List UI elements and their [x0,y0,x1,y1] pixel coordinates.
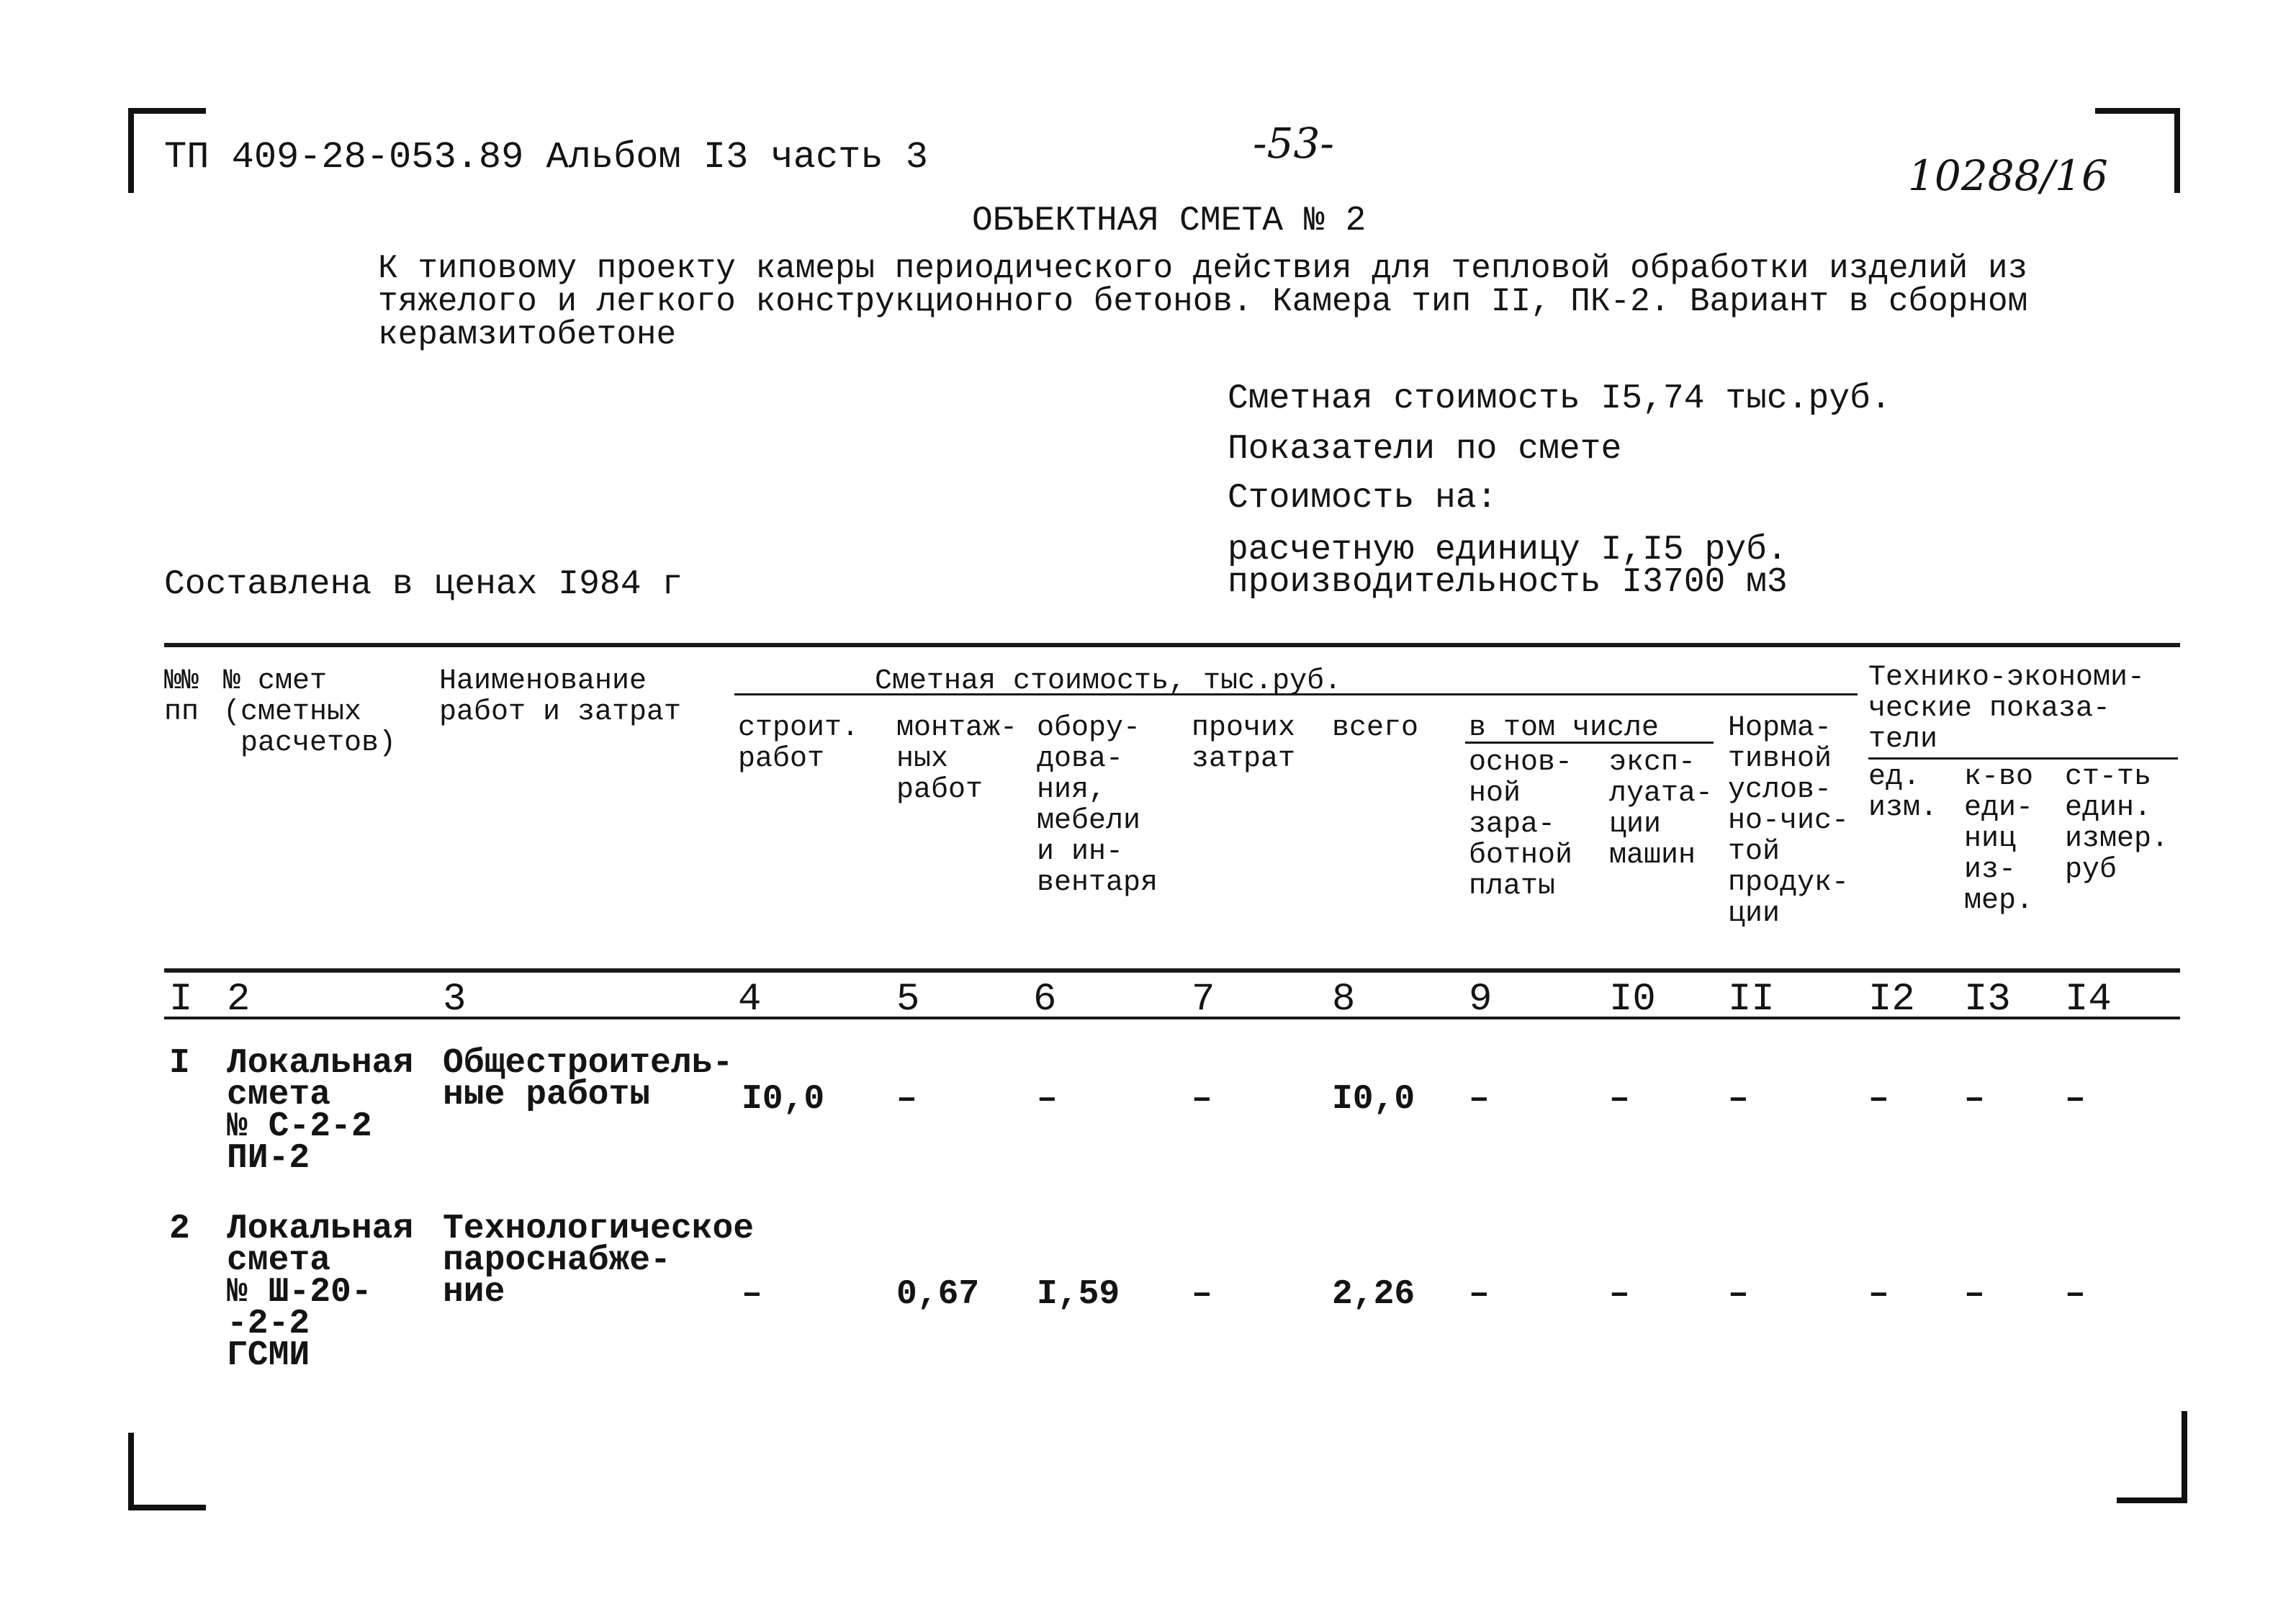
other-cost: – [1192,1275,1212,1314]
header-reference: ТП 409-28-053.89 Альбом I3 часть 3 [164,136,928,179]
normative-product: – [1728,1080,1749,1119]
unit-measure: – [1868,1275,1889,1314]
document-title: ОБЪЕКТНАЯ СМЕТА № 2 [972,202,1367,240]
other-cost: – [1192,1080,1212,1119]
column-number: 8 [1332,978,1356,1022]
construction-cost: – [742,1275,762,1314]
column-number: II [1728,978,1775,1022]
installation-cost: 0,67 [896,1275,980,1314]
header-other-costs: прочих затрат [1192,712,1296,775]
column-number: I3 [1964,978,2011,1022]
header-row-number: №№ пп [164,665,199,729]
header-installation: монтаж- ных работ [896,712,1018,806]
column-number: 3 [443,978,467,1022]
header-quantity: к-во еди- ниц из- мер. [1964,761,2034,917]
header-cost-group: Сметная стоимость, тыс.руб. [875,665,1342,698]
cost-per-unit: расчетную единицу I,I5 руб. [1228,531,1788,569]
estimate-reference: Локальная смета № Ш-20- -2-2 ГСМИ [227,1210,414,1375]
prices-year: Составлена в ценах I984 г [164,565,683,604]
page-number: -53- [1253,119,1334,168]
column-number: I0 [1609,978,1656,1022]
work-name: Общестроитель- ные работы [443,1044,734,1114]
estimate-reference: Локальная смета № С-2-2 ПИ-2 [227,1044,414,1178]
machines-cost: – [1609,1275,1630,1314]
work-name: Технологическое пароснабже- ние [443,1210,755,1312]
unit-cost: – [2065,1275,2086,1314]
header-normative: Норма- тивной услов- но-чис- той продук- ции [1728,712,1850,930]
header-estimate-number: № смет (сметных расчетов) [223,665,397,760]
wages-cost: – [1469,1080,1490,1119]
column-number: 9 [1469,978,1493,1022]
column-number: I2 [1868,978,1915,1022]
capacity: производительность I3700 м3 [1228,563,1788,602]
tech-group-underline [1868,757,2178,760]
equipment-cost: I,59 [1037,1275,1120,1314]
unit-cost: – [2065,1080,2086,1119]
estimate-indicators: Показатели по смете [1228,430,1622,469]
total-cost: 2,26 [1332,1275,1415,1314]
equipment-cost: – [1037,1080,1058,1119]
column-number: 2 [227,978,251,1022]
row-number: I [169,1044,190,1083]
column-number: I4 [2065,978,2112,1022]
table-top-rule [164,643,2180,647]
header-unit-cost: ст-ть един. измер. руб [2065,761,2169,886]
document-description: К типовому проекту камеры периодического действия для тепловой обработки изделий из тяжелого и легкого конструкционного бетонов. Камера тип II, ПК-2. Вариант в сборном керамзитобетоне [378,250,2028,353]
header-wages: основ- ной зара- ботной платы [1469,747,1573,903]
normative-product: – [1728,1275,1749,1314]
machines-cost: – [1609,1080,1630,1119]
header-unit: ед. изм. [1868,761,1938,824]
unit-quantity: – [1964,1275,1985,1314]
estimated-cost: Сметная стоимость I5,74 тыс.руб. [1228,379,1891,418]
header-tech-group: Технико-экономи- ческие показа- тели [1868,662,2146,756]
installation-cost: – [896,1080,917,1119]
header-machines: эксп- луата- ции машин [1609,747,1714,872]
frame-corner-bottom-right [2117,1411,2187,1503]
unit-quantity: – [1964,1080,1985,1119]
header-bottom-rule [164,968,2180,973]
header-equipment: обору- дова- ния, мебели и ин- вентаря [1037,712,1158,899]
column-number: 6 [1033,978,1057,1022]
header-total: всего [1332,712,1419,744]
column-number: 7 [1192,978,1215,1022]
unit-measure: – [1868,1080,1889,1119]
cost-per-label: Стоимость на: [1228,479,1498,518]
column-number: 5 [896,978,920,1022]
header-including-group: в том числе [1469,712,1660,744]
column-number: I [169,978,193,1022]
row-number: 2 [169,1210,190,1248]
column-number: 4 [738,978,762,1022]
header-work-name: Наименование работ и затрат [439,665,682,729]
frame-corner-bottom-left [128,1433,206,1510]
header-construction: строит. работ [738,712,860,775]
total-cost: I0,0 [1332,1080,1415,1119]
handwritten-reference: 10288/16 [1908,151,2108,200]
construction-cost: I0,0 [742,1080,825,1119]
wages-cost: – [1469,1275,1490,1314]
